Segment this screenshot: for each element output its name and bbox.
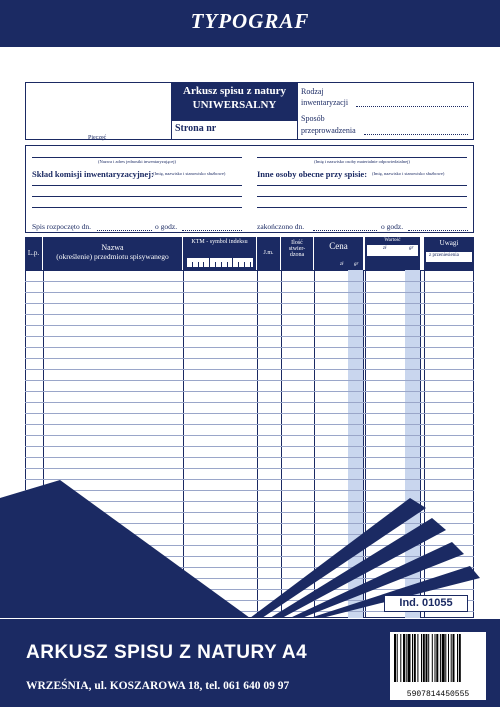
table-row-line xyxy=(25,457,474,458)
barcode-bar xyxy=(448,634,449,682)
header-qty-line2: stwier- xyxy=(288,246,306,252)
barcode-bar xyxy=(432,634,433,682)
barcode-bar xyxy=(417,634,418,682)
header-jm-label: J.m. xyxy=(263,250,274,256)
committee-line-3[interactable] xyxy=(32,207,242,208)
table-row-line xyxy=(25,468,474,469)
barcode-bar xyxy=(440,634,441,682)
header-value-gr: gr xyxy=(409,246,414,251)
ktm-tick xyxy=(238,262,239,267)
method-field[interactable] xyxy=(364,134,468,135)
header-value xyxy=(365,237,420,270)
barcode-bar xyxy=(436,634,438,682)
barcode-bar xyxy=(451,634,452,682)
header-price xyxy=(314,237,363,270)
inventory-type-label: Rodzaj xyxy=(301,87,324,96)
unit-name-line[interactable] xyxy=(32,157,242,158)
committee-line-2[interactable] xyxy=(32,196,242,197)
ended-date-field[interactable] xyxy=(313,230,377,231)
others-line-2[interactable] xyxy=(257,196,467,197)
barcode-bar xyxy=(406,634,407,682)
footer-title: ARKUSZ SPISU Z NATURY A4 xyxy=(26,642,308,663)
barcode-bar xyxy=(397,634,398,682)
barcode-bar xyxy=(400,634,401,682)
ktm-tick xyxy=(186,258,187,267)
header-notes xyxy=(424,237,474,270)
committee-hint: (Imię, nazwisko i stanowisko służbowe) xyxy=(153,171,226,176)
committee-label: Skład komisji inwentaryzacyjnej: xyxy=(32,169,154,179)
table-row-line xyxy=(25,358,474,359)
barcode-bar xyxy=(459,634,461,682)
table-row-line xyxy=(25,303,474,304)
barcode-bars xyxy=(390,634,486,690)
footer-address: WRZEŚNIA, ul. KOSZAROWA 18, tel. 061 640 09 97 xyxy=(26,680,290,692)
header-notes-label: Uwagi xyxy=(439,239,459,247)
method-label-2: przeprowadzenia xyxy=(301,126,356,135)
header-name xyxy=(43,237,183,270)
responsible-person-line[interactable] xyxy=(257,157,467,158)
barcode-bar xyxy=(445,634,446,682)
stamp-label: Pieczęć xyxy=(88,135,107,141)
barcode-bar xyxy=(442,634,445,682)
barcode-bar xyxy=(408,634,411,682)
header-value-label: Wartość xyxy=(384,238,401,243)
started-label: Spis rozpoczęto dn. xyxy=(32,222,91,231)
ktm-tick xyxy=(232,258,233,267)
barcode-bar xyxy=(412,634,413,682)
index-code: Ind. 01055 xyxy=(384,595,468,612)
barcode-bar xyxy=(421,634,422,682)
others-line-3[interactable] xyxy=(257,207,467,208)
ktm-tick xyxy=(244,262,245,267)
header-price-label: Cena xyxy=(329,241,348,251)
others-hint: (Imię, nazwisko i stanowisko służbowe) xyxy=(372,171,445,176)
committee-line-1[interactable] xyxy=(32,185,242,186)
header-price-gr: gr xyxy=(354,262,359,267)
inventory-type-field[interactable] xyxy=(356,106,468,107)
responsible-caption: (Imię i nazwisko osoby materialnie odpowiedzialnej) xyxy=(314,159,410,164)
started-time-field[interactable] xyxy=(182,230,242,231)
form-title-line1: Arkusz spisu z natury xyxy=(183,85,286,97)
brand-name: TYPOGRAF xyxy=(190,9,310,33)
barcode-bar xyxy=(457,634,458,682)
ktm-tick xyxy=(198,262,199,267)
ktm-tick xyxy=(192,262,193,267)
table-row-line xyxy=(25,281,474,282)
header-value-zl: zł xyxy=(383,246,387,251)
header-price-zl: zł xyxy=(340,262,344,267)
header-qty-line1: Ilość xyxy=(291,240,303,246)
table-row-line xyxy=(25,391,474,392)
header-qty xyxy=(281,237,314,270)
unit-caption: (Nazwa i adres jednostki inwentaryzującej) xyxy=(98,159,176,164)
header-notes-sub: z przeniesienia xyxy=(429,253,459,258)
barcode-bar xyxy=(453,634,455,682)
header-ktm xyxy=(183,237,257,270)
others-label: Inne osoby obecne przy spisie: xyxy=(257,169,368,179)
barcode-bar xyxy=(394,634,396,682)
others-line-1[interactable] xyxy=(257,185,467,186)
ended-time-field[interactable] xyxy=(408,230,468,231)
started-time-label: o godz. xyxy=(155,222,178,231)
stamp-box xyxy=(25,82,171,140)
inventory-type-label-2: inwentaryzacji xyxy=(301,98,349,107)
barcode-bar xyxy=(435,634,436,682)
table-row-line xyxy=(25,446,474,447)
barcode-number: 5907814450555 xyxy=(406,690,470,699)
ktm-tick xyxy=(215,262,216,267)
header-qty-line3: dzona xyxy=(289,252,305,258)
ktm-tick xyxy=(209,258,210,267)
method-label: Sposób xyxy=(301,114,325,123)
table-row-line xyxy=(25,380,474,381)
table-row-line xyxy=(25,435,474,436)
ended-label: zakończono dn. xyxy=(257,222,305,231)
page-number-label: Strona nr xyxy=(175,123,217,134)
form-title-line2: UNIWERSALNY xyxy=(192,99,277,111)
ktm-tick-strip xyxy=(186,258,253,267)
header-ktm-label: KTM - symbol indeksu xyxy=(191,239,248,245)
table-row-line xyxy=(25,314,474,315)
table-row-line xyxy=(25,325,474,326)
table-row-line xyxy=(25,347,474,348)
ktm-tick xyxy=(250,262,251,267)
header-name-line1: Nazwa xyxy=(101,243,124,252)
header-lp-label: L.p. xyxy=(27,249,40,257)
header-jm xyxy=(257,237,281,270)
table-row-line xyxy=(25,413,474,414)
brand-header xyxy=(0,0,500,47)
barcode-bar xyxy=(428,634,429,682)
barcode-bar xyxy=(426,634,428,682)
ended-time-label: o godz. xyxy=(381,222,404,231)
stripe-1 xyxy=(0,480,250,618)
barcode-bar xyxy=(403,634,405,682)
ktm-tick xyxy=(203,262,204,267)
barcode xyxy=(390,632,486,700)
barcode-bar xyxy=(423,634,425,682)
table-row-line xyxy=(25,292,474,293)
table-row-line xyxy=(25,369,474,370)
ktm-tick xyxy=(221,262,222,267)
header-lp xyxy=(25,237,43,270)
table-row-line xyxy=(25,336,474,337)
barcode-bar xyxy=(414,634,416,682)
started-date-field[interactable] xyxy=(97,230,152,231)
table-row-line xyxy=(25,402,474,403)
table-row-line xyxy=(25,424,474,425)
header-name-line2: (określenie) przedmiotu spisywanego xyxy=(56,252,169,261)
ktm-tick xyxy=(227,262,228,267)
